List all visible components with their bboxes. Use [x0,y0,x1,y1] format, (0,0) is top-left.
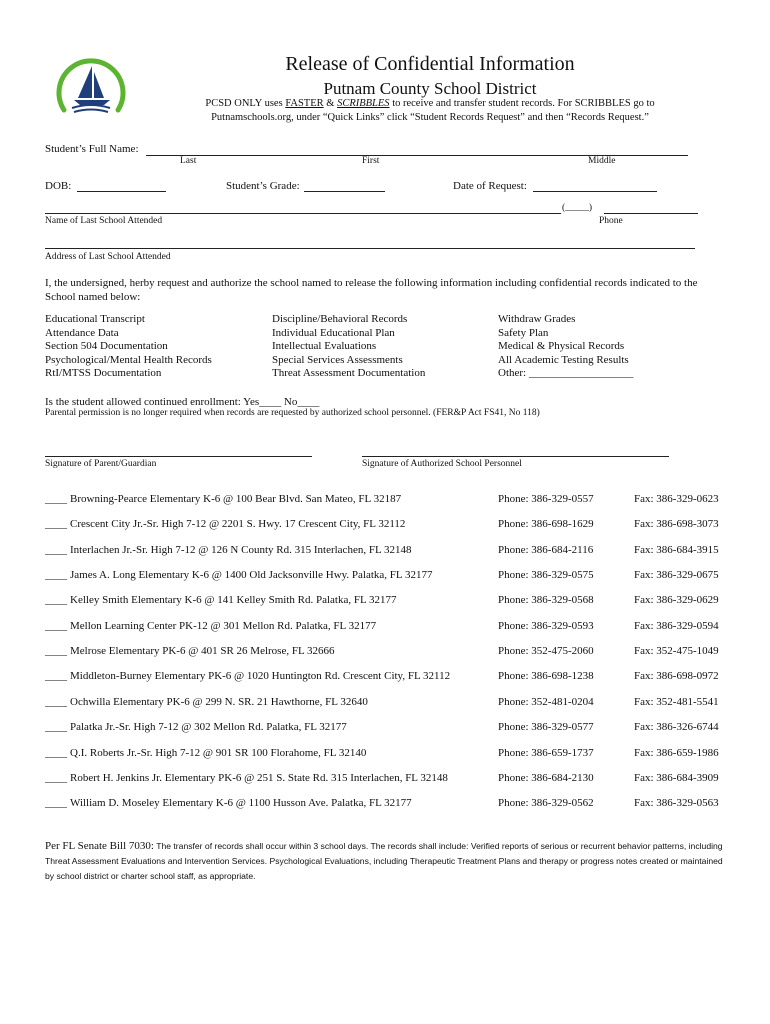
school-fax: Fax: 386-329-0563 [634,797,719,810]
record-item: Section 504 Documentation [45,340,168,353]
records-column-1 [45,313,212,381]
school-fax: Fax: 386-698-0972 [634,670,719,683]
school-checkbox-blank[interactable]: ____ [45,797,67,810]
school-name: William D. Moseley Elementary K-6 @ 1100 Husson Ave. Palatka, FL 32177 [70,797,412,810]
school-phone: Phone: 386-684-2116 [498,543,594,556]
senate-bill-note [45,838,725,883]
parent-signature-label: Signature of Parent/Guardian [45,459,157,469]
school-name: James A. Long Elementary K-6 @ 1400 Old Jacksonville Hwy. Palatka, FL 32177 [70,569,433,582]
phone-area-code: (_____) [562,203,593,213]
middle-name-label: Middle [588,156,616,166]
school-checkbox-blank[interactable]: ____ [45,569,67,582]
school-fax: Fax: 386-684-3909 [634,771,719,784]
school-checkbox-blank[interactable]: ____ [45,771,67,784]
school-checkbox-blank[interactable]: ____ [45,645,67,658]
record-item: Threat Assessment Documentation [272,367,426,380]
school-checkbox-blank[interactable]: ____ [45,670,67,683]
school-phone: Phone: 386-329-0568 [498,594,594,607]
grade-field[interactable] [304,191,385,192]
record-item: Psychological/Mental Health Records [45,353,212,366]
school-phone: Phone: 386-329-0593 [498,619,594,632]
record-item: Special Services Assessments [272,353,403,366]
record-item: Educational Transcript [45,313,145,325]
record-item: Withdraw Grades [498,313,576,325]
enrollment-question[interactable]: Is the student allowed continued enrollment: Yes____ No____ [45,396,320,408]
records-column-2 [272,313,425,381]
records-column-3 [498,313,633,381]
school-checkbox-blank[interactable]: ____ [45,543,67,556]
school-phone: Phone: 352-475-2060 [498,645,594,658]
date-request-field[interactable] [533,191,657,192]
grade-label: Student’s Grade: [226,180,300,192]
school-name: Mellon Learning Center PK-12 @ 301 Mellon Rd. Palatka, FL 32177 [70,619,377,632]
record-item: Individual Educational Plan [272,326,395,339]
school-name: Q.I. Roberts Jr.-Sr. High 7-12 @ 901 SR 100 Florahome, FL 32140 [70,746,367,759]
school-checkbox-blank[interactable]: ____ [45,493,67,505]
school-fax: Fax: 386-329-0623 [634,493,719,505]
phone-field[interactable] [604,213,698,214]
school-name: Palatka Jr.-Sr. High 7-12 @ 302 Mellon Rd. Palatka, FL 32177 [70,721,347,734]
school-phone: Phone: 386-329-0562 [498,797,594,810]
record-item: Attendance Data [45,326,119,339]
school-name: Middleton-Burney Elementary PK-6 @ 1020 Huntington Rd. Crescent City, FL 32112 [70,670,451,683]
parent-signature-field[interactable] [45,456,312,457]
record-item-other[interactable]: Other: ___________________ [498,367,634,380]
dob-label: DOB: [45,180,72,192]
school-phone: Phone: 352-481-0204 [498,695,594,708]
school-phone: Phone: 386-329-0577 [498,721,594,734]
school-checkbox-blank[interactable]: ____ [45,619,67,632]
school-fax: Fax: 386-659-1986 [634,746,719,759]
dob-field[interactable] [77,191,166,192]
address-label: Address of Last School Attended [45,252,171,262]
school-fax: Fax: 386-684-3915 [634,543,719,556]
school-fax: Fax: 386-329-0594 [634,619,719,632]
school-name: Melrose Elementary PK-6 @ 401 SR 26 Melrose, FL 32666 [70,645,335,658]
school-fax: Fax: 386-329-0629 [634,594,719,607]
school-phone: Phone: 386-698-1629 [498,518,594,531]
scribbles-note: PCSD ONLY uses FASTER & SCRIBBLES to receive and transfer student records. For SCRIBBLES go to Putnamschools.org, under “Quick Links” click “Student Records Request” and then “Records Request.” [205,98,655,123]
school-checkbox-blank[interactable]: ____ [45,746,67,759]
school-fax: Fax: 386-326-6744 [634,721,719,734]
last-school-label: Name of Last School Attended [45,216,163,226]
record-item: Discipline/Behavioral Records [272,313,408,325]
school-fax: Fax: 386-698-3073 [634,518,719,531]
school-checkbox-blank[interactable]: ____ [45,721,67,734]
school-phone: Phone: 386-684-2130 [498,771,594,784]
school-fax: Fax: 352-481-5541 [634,695,719,708]
school-phone: Phone: 386-329-0557 [498,493,594,505]
address-field[interactable] [45,248,695,249]
school-checkbox-blank[interactable]: ____ [45,518,67,531]
school-name: Crescent City Jr.-Sr. High 7-12 @ 2201 S. Hwy. 17 Crescent City, FL 32112 [70,518,406,531]
form-title: Release of Confidential Information [285,53,575,75]
permission-note: Parental permission is no longer required when records are requested by authorized school personnel. (FER&P Act FS41, No 118) [45,408,540,418]
date-request-label: Date of Request: [453,180,527,192]
phone-label: Phone [599,216,623,226]
school-checkbox-blank[interactable]: ____ [45,695,67,708]
last-name-label: Last [180,156,197,166]
record-item: Intellectual Evaluations [272,340,377,353]
full-name-label: Student’s Full Name: [45,143,139,155]
school-fax: Fax: 352-475-1049 [634,645,719,658]
school-phone: Phone: 386-698-1238 [498,670,594,683]
school-phone: Phone: 386-659-1737 [498,746,594,759]
senate-bill-label: Per FL Senate Bill 7030: [45,840,154,852]
record-item: Medical & Physical Records [498,340,625,353]
school-checkbox-blank[interactable]: ____ [45,594,67,607]
first-name-label: First [362,156,380,166]
record-item: RtI/MTSS Documentation [45,367,162,380]
district-name: Putnam County School District [323,79,537,98]
school-name: Robert H. Jenkins Jr. Elementary PK-6 @ 251 S. State Rd. 315 Interlachen, FL 32148 [70,771,448,784]
school-name: Browning-Pearce Elementary K-6 @ 100 Bear Blvd. San Mateo, FL 32187 [70,493,402,505]
authorization-text: I, the undersigned, herby request and authorize the school named to release the following information including confidential records indicated to the School named below: [45,277,698,303]
last-school-field[interactable] [45,213,561,214]
record-item: Safety Plan [498,326,549,339]
school-name: Interlachen Jr.-Sr. High 7-12 @ 126 N County Rd. 315 Interlachen, FL 32148 [70,543,412,556]
personnel-signature-label: Signature of Authorized School Personnel [362,459,522,469]
school-phone: Phone: 386-329-0575 [498,569,594,582]
school-name: Kelley Smith Elementary K-6 @ 141 Kelley Smith Rd. Palatka, FL 32177 [70,594,397,607]
school-fax: Fax: 386-329-0675 [634,569,719,582]
personnel-signature-field[interactable] [362,456,669,457]
school-name: Ochwilla Elementary PK-6 @ 299 N. SR. 21 Hawthorne, FL 32640 [70,695,368,708]
record-item: All Academic Testing Results [498,353,629,366]
senate-bill-text: The transfer of records shall occur within 3 school days. The records shall include: Verified reports of serious or recurrent behavior patterns, including Threat Assessment Evaluations and Intervention Services. Psychological Evaluations, including Therapeutic Treatment Plans and therapy or progress notes created or maintained by school district or charter school staff, as appropriate. [45,841,723,881]
